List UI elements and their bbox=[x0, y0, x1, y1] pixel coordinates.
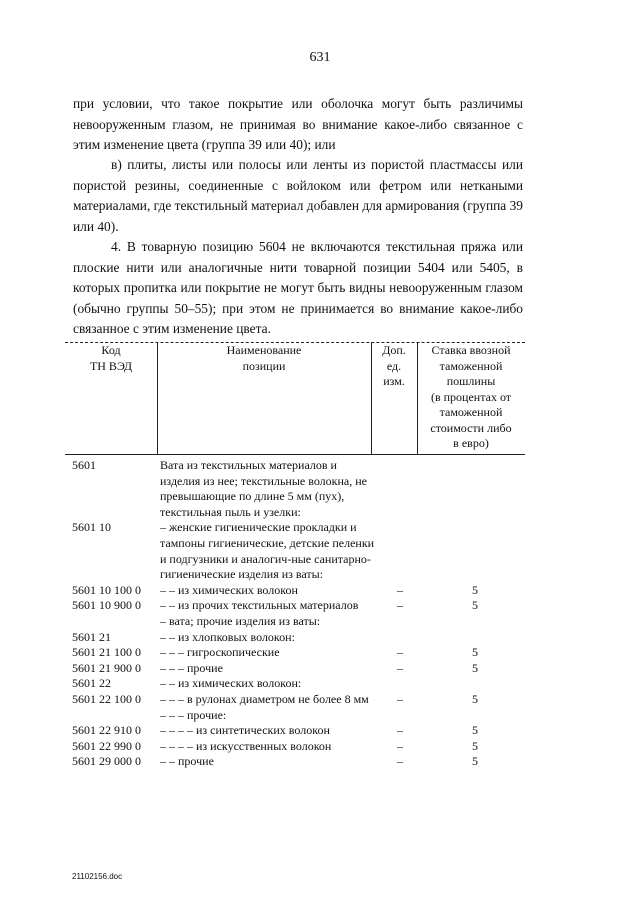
row-rate: 5 bbox=[472, 723, 478, 738]
row-code: 5601 10 100 0 bbox=[72, 582, 141, 597]
table-row bbox=[65, 458, 525, 520]
row-name: – женские гигиенические прокладки и тампоны гигиенические, детские пеленки и подгузники и аналогич-ные санитарно-гигиенические изделия из ваты: bbox=[160, 520, 375, 582]
row-unit: – bbox=[397, 660, 403, 675]
row-unit: – bbox=[397, 754, 403, 769]
row-code: 5601 21 100 0 bbox=[72, 645, 141, 660]
row-name: Вата из текстильных материалов и изделия из нее; текстильные волокна, не превышающие по длине 5 мм (пух), текстильная пыль и узелки: bbox=[160, 458, 367, 519]
paragraph-continuation: при условии, что такое покрытие или оболочка могут быть различимы невооруженным глазом, не принимая во внимание какое-либо связанное с этим изменение цвета (группа 39 или 40); или bbox=[73, 96, 523, 152]
row-unit: – bbox=[397, 582, 403, 597]
row-code: 5601 21 900 0 bbox=[72, 660, 141, 675]
row-unit: – bbox=[397, 723, 403, 738]
table-row bbox=[65, 520, 525, 582]
header-unit: Доп. ед. изм. bbox=[382, 343, 406, 388]
row-code: 5601 21 bbox=[72, 629, 111, 644]
row-unit: – bbox=[397, 691, 403, 706]
row-rate: 5 bbox=[472, 691, 478, 706]
paragraph-note-4-text: 4. В товарную позицию 5604 не включаются текстильная пряжа или плоские нити или аналогичные нити товарной позиции 5404 или 5405, в которых пропитка или покрытие не могут быть видны невооруженным глазом (обычно группы 50–55); при этом не принимается во внимание какое-либо связанное с этим изменение цвета. bbox=[73, 239, 523, 336]
row-name: – – – прочие bbox=[160, 660, 223, 675]
table-row bbox=[65, 723, 525, 739]
row-name: – – прочие bbox=[160, 754, 214, 769]
row-code: 5601 22 100 0 bbox=[72, 691, 141, 706]
row-code: 5601 10 bbox=[72, 520, 111, 535]
row-name: – вата; прочие изделия из ваты: bbox=[160, 613, 321, 628]
table-row bbox=[65, 645, 525, 661]
row-rate: 5 bbox=[472, 754, 478, 769]
table-row bbox=[65, 661, 525, 677]
row-name: – – – – из искусственных волокон bbox=[160, 738, 332, 753]
table-row bbox=[65, 739, 525, 755]
header-name: Наименование позиции bbox=[226, 343, 302, 373]
table-body bbox=[65, 458, 525, 770]
table-row bbox=[65, 630, 525, 646]
row-code: 5601 22 bbox=[72, 676, 111, 691]
table-row bbox=[65, 598, 525, 614]
paragraph-note-4 bbox=[73, 237, 523, 340]
row-code: 5601 10 900 0 bbox=[72, 598, 141, 613]
row-code: 5601 bbox=[72, 458, 96, 472]
table-row bbox=[65, 708, 525, 724]
paragraph-item-v-text: в) плиты, листы или полосы или ленты из пористой пластмассы или пористой резины, соединенные с войлоком или фетром или неткаными материалами, где текстильный материал добавлен для армирования (группа 39 или 40). bbox=[73, 157, 523, 234]
row-name: – – – гигроскопические bbox=[160, 645, 280, 660]
table-header-rule bbox=[65, 454, 525, 455]
row-name: – – из прочих текстильных материалов bbox=[160, 598, 359, 613]
row-rate: 5 bbox=[472, 598, 478, 613]
row-unit: – bbox=[397, 645, 403, 660]
row-code: 5601 29 000 0 bbox=[72, 754, 141, 769]
row-name: – – из химических волокон bbox=[160, 582, 298, 597]
row-rate: 5 bbox=[472, 645, 478, 660]
row-unit: – bbox=[397, 738, 403, 753]
row-name: – – – в рулонах диаметром не более 8 мм bbox=[160, 691, 369, 706]
header-code: Код ТН ВЭД bbox=[89, 343, 133, 373]
table-row bbox=[65, 614, 525, 630]
row-name: – – из хлопковых волокон: bbox=[160, 629, 295, 644]
table-row bbox=[65, 692, 525, 708]
table-row bbox=[65, 676, 525, 692]
row-name: – – из химических волокон: bbox=[160, 676, 302, 691]
row-rate: 5 bbox=[472, 738, 478, 753]
row-unit: – bbox=[397, 598, 403, 613]
header-rate: Ставка ввозной таможенной пошлины (в процентах от таможенной стоимости либо в евро) bbox=[430, 343, 512, 450]
row-rate: 5 bbox=[472, 582, 478, 597]
page-number: 631 bbox=[309, 50, 331, 65]
row-code: 5601 22 910 0 bbox=[72, 723, 141, 738]
file-name-footer: 21102156.doc bbox=[72, 872, 123, 881]
row-name: – – – прочие: bbox=[160, 707, 227, 722]
row-rate: 5 bbox=[472, 660, 478, 675]
table-row bbox=[65, 754, 525, 770]
row-code: 5601 22 990 0 bbox=[72, 738, 141, 753]
table-row bbox=[65, 583, 525, 599]
paragraph-item-v bbox=[73, 155, 523, 237]
row-name: – – – – из синтетических волокон bbox=[160, 723, 330, 738]
